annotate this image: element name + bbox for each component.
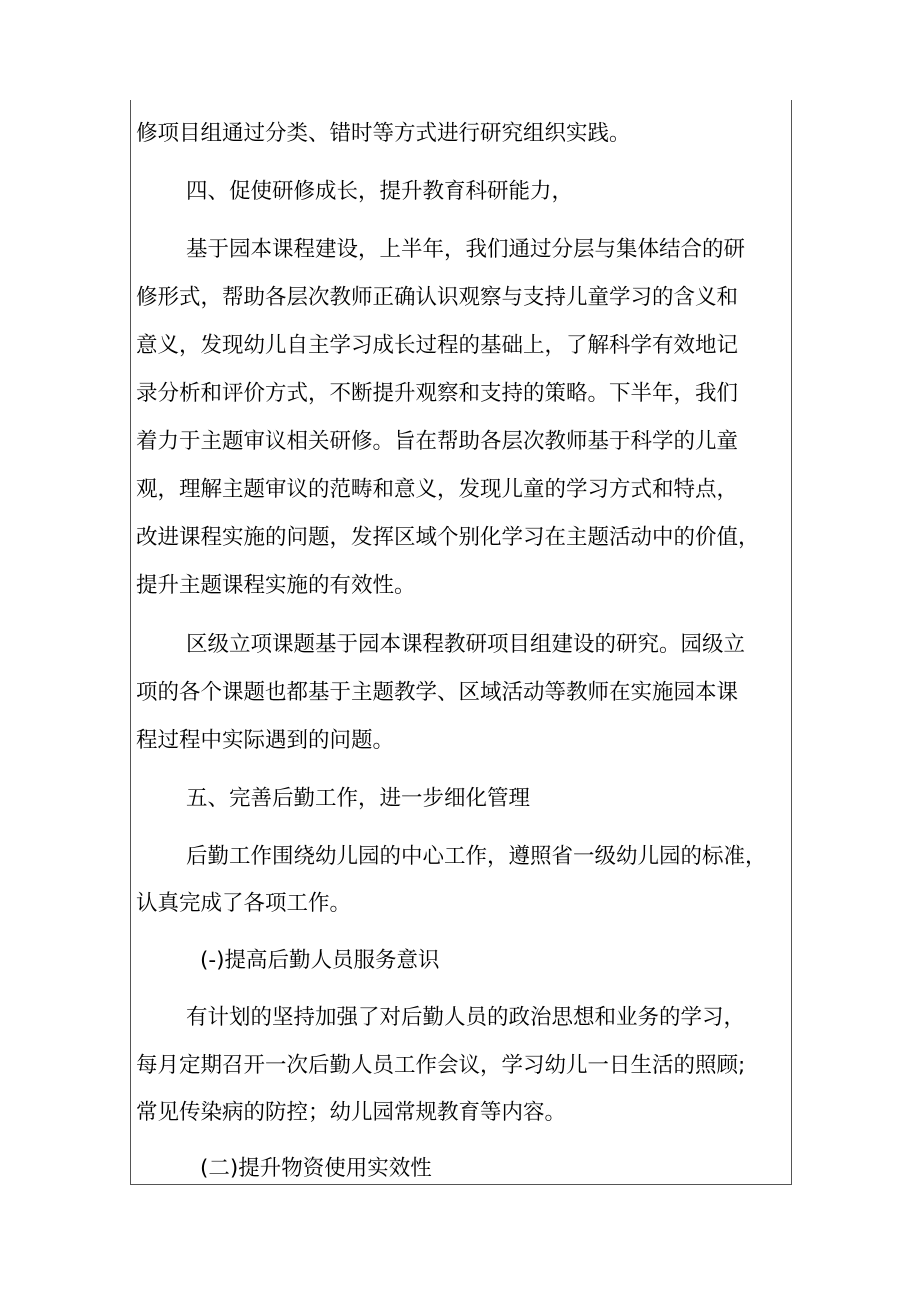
subsection-heading-2: (二)提升物资使用实效性: [200, 1156, 432, 1181]
text-line: 每月定期召开一次后勤人员工作会议，学习幼儿一日生活的照顾;: [136, 1053, 746, 1078]
text-line: 项的各个课题也都基于主题教学、区域活动等教师在实施园本课: [136, 680, 739, 705]
text-line: 区级立项课题基于园本课程教研项目组建设的研究。园级立: [186, 632, 746, 657]
text-line: 程过程中实际遇到的问题。: [136, 728, 395, 753]
text-line: 后勤工作围绕幼儿园的中心工作，遵照省一级幼儿园的标准，: [186, 844, 767, 869]
text-line: 认真完成了各项工作。: [136, 891, 352, 916]
text-line: 改进课程实施的问题，发挥区域个别化学习在主题活动中的价值，: [136, 525, 760, 550]
section-heading-5: 五、完善后勤工作，进一步细化管理: [186, 786, 531, 811]
subsection-heading-1: (-)提高后勤人员服务意识: [200, 948, 440, 973]
section-heading-4: 四、促使研修成长，提升教育科研能力，: [186, 179, 574, 204]
text-line: 意义，发现幼儿自主学习成长过程的基础上，了解科学有效地记: [136, 333, 739, 358]
text-line: 观，理解主题审议的范畴和意义，发现儿童的学习方式和特点，: [136, 477, 739, 502]
text-line: 基于园本课程建设，上半年，我们通过分层与集体结合的研: [186, 237, 746, 262]
text-line: 提升主题课程实施的有效性。: [136, 573, 416, 598]
text-line: 有计划的坚持加强了对后勤人员的政治思想和业务的学习，: [186, 1005, 746, 1030]
text-line: 常见传染病的防控；幼儿园常规教育等内容。: [136, 1100, 567, 1125]
text-line: 修项目组通过分类、错时等方式进行研究组织实践。: [136, 121, 631, 146]
text-line: 修形式，帮助各层次教师正确认识观察与支持儿童学习的含义和: [136, 285, 739, 310]
text-line: 着力于主题审议相关研修。旨在帮助各层次教师基于科学的儿童: [136, 429, 739, 454]
text-line: 录分析和评价方式，不断提升观察和支持的策略。下半年，我们: [136, 381, 739, 406]
